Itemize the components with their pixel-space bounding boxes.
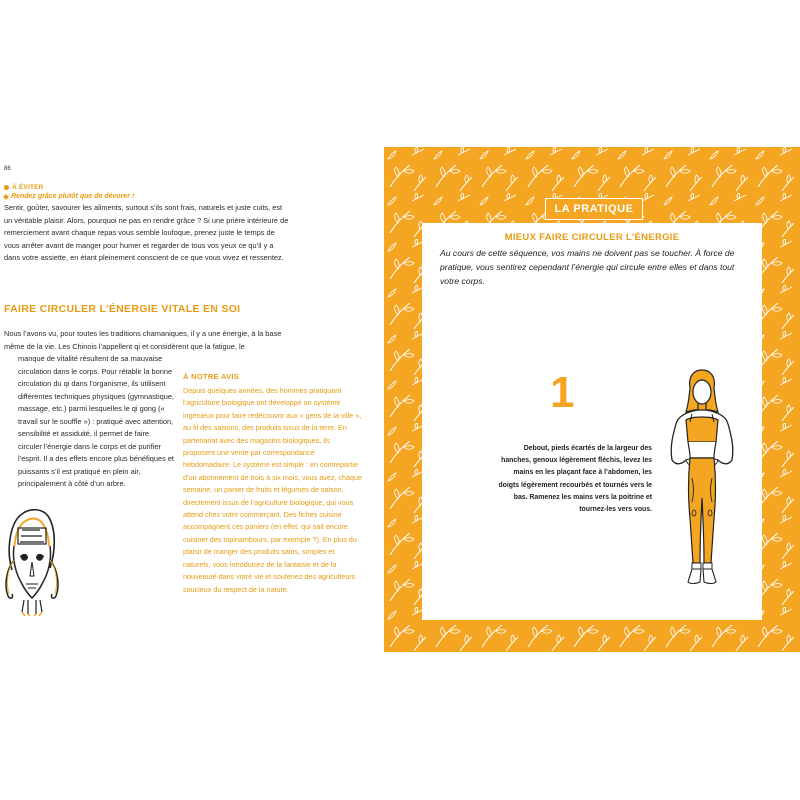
panel-title: MIEUX FAIRE CIRCULER L’ÉNERGIE	[504, 232, 680, 243]
diamond-icon	[3, 194, 9, 200]
woman-standing-illustration	[652, 368, 752, 596]
avis-box	[183, 372, 363, 596]
body-column	[4, 353, 174, 491]
bullet-dot-icon	[4, 185, 9, 190]
eviter-label: À ÉVITER	[4, 184, 290, 191]
panel-intro: Au cours de cette séquence, vos mains ne doivent pas se toucher. À force de pratique, vous sentirez cependant l’énergie qui circule entre elles et dans tout votre corps.	[440, 248, 735, 286]
section-title: FAIRE CIRCULER L’ÉNERGIE VITALE EN SOI	[4, 303, 241, 315]
avis-text: Depuis quelques années, des hommes pratiquant l’agriculture biologique ont développé un système ingénieux pour faire redécouvrir aux « gens de la ville », au fil des saisons, des produits issus de la terre. En partenariat avec des magasins biologiques, ils proposent une vente par correspondance hebdomadaire. Le système est simple : en contrepartie d’un abonnement de trois à six mois, vous avez, chaque semaine, un panier de fruits et légumes de saison, directement issus de l’agriculture biologique, qui vous attend chez votre commerçant. Des fiches cuisine accompagnent ces paniers (en effet, qui sait encore cuisiner des topinambours, par exemple ?). En plus du plaisir de manger des produits sains, simples et naturels, vous introduisez de la fantaisie et de la nouveauté dans votre vie et soutenez des agriculteurs soucieux du respect de la nature.	[183, 386, 362, 594]
avis-title: À NOTRE AVIS	[183, 372, 240, 381]
page-number: 86	[4, 166, 11, 172]
right-page	[384, 147, 800, 652]
body-column-text: manque de vitalité résultent de sa mauvaise circulation dans le corps. Pour rétablir la bonne circulation du qi dans l’organisme, ils utilisent différentes techniques physiques (gymnastique, massage, etc.) parmi lesquelles le qi gong (« travail sur le souffle ») : pratiqué avec attention, sensibilité et assiduité, il permet de faire circuler l’énergie dans le corps et de purifier l’esprit. Il a des effets encore plus bénéfiques et puissants s’il est pratiqué en plein air, principalement à côté d’un arbre.	[18, 354, 174, 488]
practice-tag: LA PRATIQUE	[545, 198, 643, 220]
step-text: Debout, pieds écartés de la largeur des hanches, genoux légèrement fléchis, levez les mains en les plaçant face à l’abdomen, les doigts légèrement recourbés et tournés vers le bas. Ramenez les mains vers la poitrine et tournez-les vers vous.	[498, 445, 652, 514]
eviter-box	[4, 184, 290, 265]
shaman-mask-illustration	[2, 500, 62, 616]
eviter-subtitle: Rendez grâce plutôt que de dévorer !	[4, 193, 290, 200]
intro-paragraph: Nous l’avons vu, pour toutes les traditions chamaniques, il y a une énergie, à la base même de la vie. Les Chinois l’appellent qi et considèrent que la fatigue, le	[4, 329, 282, 351]
practice-panel	[422, 223, 762, 620]
step-number: 1	[550, 368, 575, 417]
eviter-text: Sentir, goûter, savourer les aliments, surtout s’ils sont frais, naturels et juste cuits, est un véritable plaisir. Alors, pourquoi ne pas en rendre grâce ? Si une prière intérieure de remerciement avant chaque repas vous semble loufoque, prenez juste le temps de vous arrêter avant de manger pour humer et regarder de tous vos yeux ce qu’il y a dans votre assiette, en étant pleinement conscient de ce que vous vivez et ressentez.	[4, 203, 289, 262]
left-page	[0, 0, 384, 800]
